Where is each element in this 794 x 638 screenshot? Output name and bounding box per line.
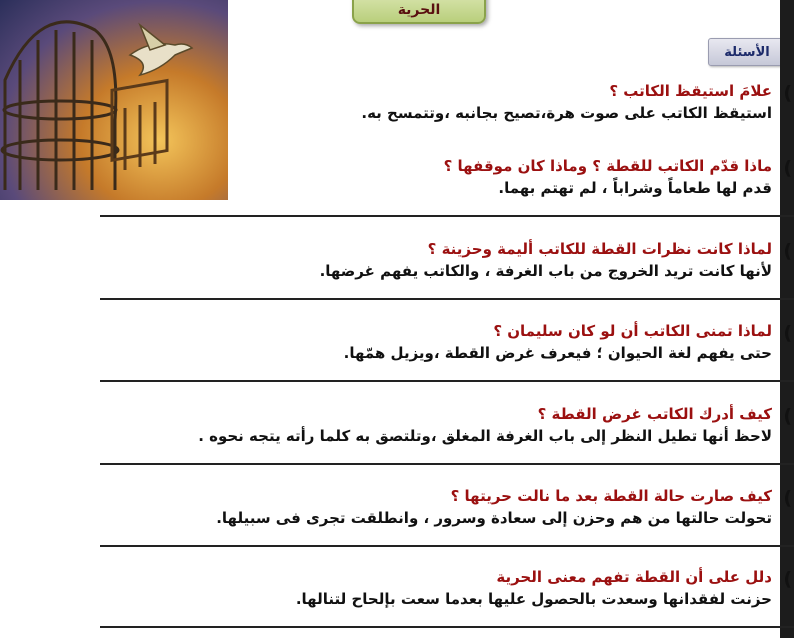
divider-line (100, 380, 794, 382)
qa-item (100, 485, 792, 547)
question-text: ماذا قدّم الكاتب للقطة ؟ وماذا كان موقفها ؟ (443, 157, 772, 175)
divider-line (100, 545, 794, 547)
question-marker: ) (783, 568, 792, 590)
question-text: دلل على أن القطة تفهم معنى الحرية (496, 568, 772, 586)
qa-item (100, 80, 792, 142)
question-text: لماذا كانت نظرات القطة للكاتب أليمة وحزينة ؟ (427, 240, 772, 258)
divider-line (100, 298, 794, 300)
lesson-title-tab: الحرية (352, 0, 486, 24)
question-marker: ) (783, 405, 792, 427)
qa-item (100, 566, 792, 628)
answer-text: لأنها كانت تريد الخروج من باب الغرفة ، والكاتب يفهم غرضها. (319, 262, 772, 280)
answer-text: حزنت لفقدانها وسعدت بالحصول عليها بعدما سعت بإلحاح لتنالها. (295, 590, 772, 608)
answer-text: لاحظ أنها تطيل النظر إلى باب الغرفة المغلق ،وتلتصق به كلما رأته يتجه نحوه . (198, 427, 772, 445)
answer-text: تحولت حالتها من هم وحزن إلى سعادة وسرور ، وانطلقت تجرى فى سبيلها. (216, 509, 772, 527)
qa-item (100, 320, 792, 382)
answer-text: استيقظ الكاتب على صوت هرة،تصيح بجانبه ،وتتمسح به. (361, 104, 772, 122)
question-marker: ) (783, 487, 792, 509)
question-marker: ) (783, 240, 792, 262)
answer-text: قدم لها طعاماً وشراباً ، لم تهتم بهما. (498, 179, 772, 197)
qa-item (100, 238, 792, 300)
divider-line (100, 463, 794, 465)
answer-text: حتى يفهم لغة الحيوان ؛ فيعرف غرض القطة ،ويزيل همّها. (343, 344, 772, 362)
question-text: لماذا تمنى الكاتب أن لو كان سليمان ؟ (493, 322, 772, 340)
divider-line (100, 215, 794, 217)
question-marker: ) (783, 82, 792, 104)
qa-item (100, 403, 792, 465)
question-marker: ) (783, 322, 792, 344)
questions-section-badge: الأسئلة (708, 38, 786, 66)
question-text: كيف أدرك الكاتب غرض القطة ؟ (537, 405, 772, 423)
divider-line (100, 626, 794, 628)
question-marker: ) (783, 157, 792, 179)
question-text: علامَ استيقظ الكاتب ؟ (609, 82, 772, 100)
qa-item (100, 155, 792, 217)
question-text: كيف صارت حالة القطة بعد ما نالت حريتها ؟ (450, 487, 772, 505)
